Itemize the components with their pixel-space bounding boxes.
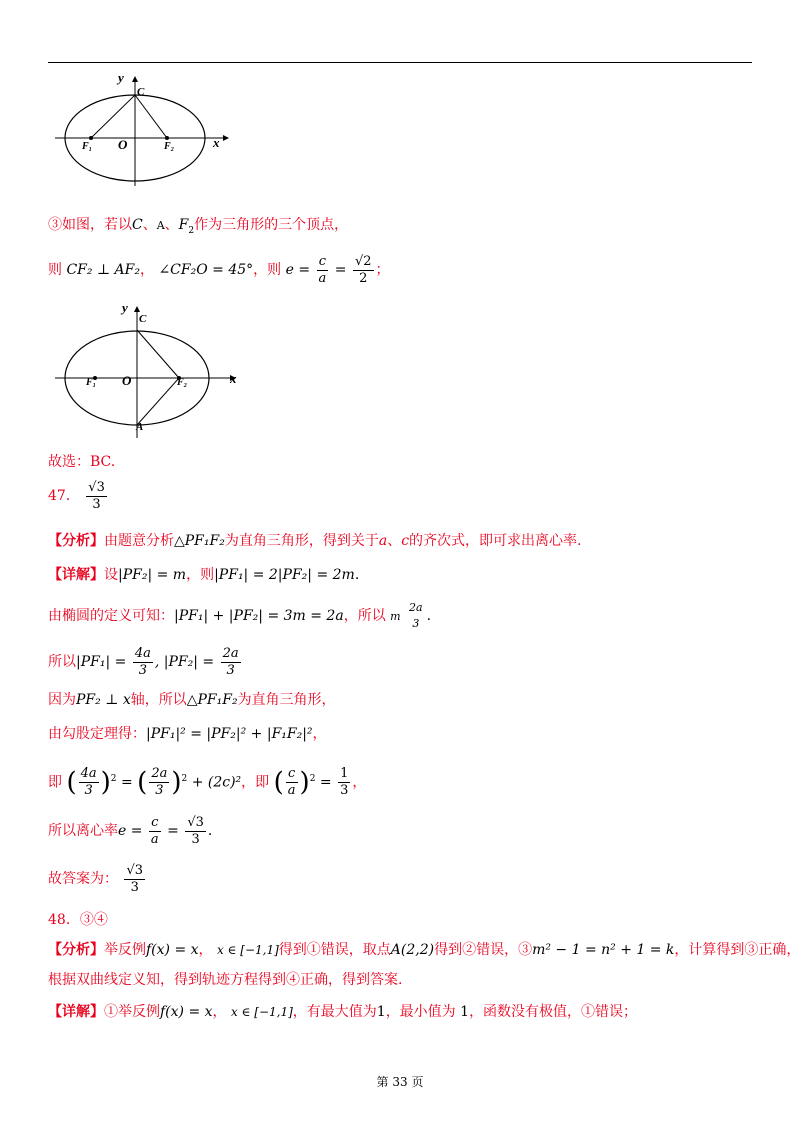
q47-detail <box>48 565 359 585</box>
q48-d-dom: x ∈ [−1,1] <box>230 1005 293 1019</box>
q47-equation: 即 ( $\frac{4a}{3}$ )$^2$ = ( $\frac{2a}{3}$ )$^2$ + (2c)²，即 ( $\frac{c}{a}$ )$^2$ = $\frac{1}{3}$ ， <box>48 766 367 799</box>
q47-so-eq1: |PF₁| = <box>76 654 127 670</box>
q47-ans-den: 3 <box>92 496 101 512</box>
q47-so-1: 所以 <box>48 654 76 670</box>
p3-text1: ③如图，若以 <box>48 217 132 233</box>
q47-because-3: 为直角三角形， <box>237 692 336 708</box>
fig2-label-x: x <box>230 371 237 386</box>
q47-ji-mid: = <box>120 774 133 791</box>
q47-ecc-n1: c <box>149 815 161 832</box>
q47-def-den: 3 <box>412 617 420 630</box>
q48-analysis-line2: 根据双曲线定义知，得到轨迹方程得到④正确，得到答案. <box>48 972 403 988</box>
q48-d-1: ①举反例 <box>104 1004 160 1020</box>
q47-because-tri: △PF₁F₂ <box>186 692 238 708</box>
q47-ji-n2: 2a <box>151 766 168 782</box>
q47-ji-end: ， <box>352 774 367 791</box>
q47-pyth-eq: |PF₁|² = |PF₂|² + |F₁F₂|² <box>146 726 313 742</box>
q47-pyth-1: 由勾股定理得： <box>48 726 146 742</box>
q47-final-den: 3 <box>130 879 139 895</box>
ellipse-figure-2 <box>55 300 250 440</box>
q47-pythagoras <box>48 724 327 744</box>
p3b-then: 则 <box>48 262 62 278</box>
q48-detail-tag: 【详解】 <box>48 1004 104 1020</box>
q48-analysis-tag: 【分析】 <box>48 942 104 958</box>
p3b-den2: 2 <box>359 270 368 286</box>
q47-tri: △PF₁F₂ <box>174 533 225 549</box>
p3b-num2: √2 <box>354 253 372 269</box>
q47-so-den2: 3 <box>226 662 235 678</box>
q47-ecc-e: e = <box>118 823 143 839</box>
fig2-label-o: O <box>122 373 132 388</box>
q47-def-2: ，所以 <box>343 608 386 624</box>
q47-ji-d4: 3 <box>340 783 349 799</box>
q48-a-pt: A(2,2) <box>390 942 435 958</box>
q47-so-lengths <box>48 642 243 682</box>
q47-ans-num: √3 <box>88 479 105 495</box>
p3-c: C <box>132 217 143 233</box>
q47-analysis-1: 由题意分析 <box>104 533 174 549</box>
p3b-eq: = <box>334 262 347 278</box>
q47-def-m: m <box>390 610 401 623</box>
q47-def-1: 由椭圆的定义可知： <box>48 608 174 624</box>
q48-heading: 48．③④ <box>48 912 108 928</box>
q47-def-num: 2a <box>409 601 423 614</box>
p3-a: A <box>156 219 165 232</box>
q48-a-2: 得到①错误，取点 <box>278 942 391 958</box>
q48-d-3: ，最小值为 <box>385 1004 456 1020</box>
fig1-label-c: C <box>137 86 145 98</box>
q47-so-num1: 4a <box>134 645 151 661</box>
q47-ji-plus: + (2c)² <box>191 774 242 791</box>
p3b-then2: ，则 <box>253 262 282 278</box>
q47-detail-eq1: |PF₂| = m <box>118 567 187 583</box>
q48-d-max: 1 <box>376 1004 386 1020</box>
q47-ecc-n2: √3 <box>187 814 204 830</box>
q47-ecc-end: . <box>207 823 213 839</box>
q47-ji-n1: 4a <box>80 766 97 782</box>
q47-def-eq: |PF₁| + |PF₂| = 3m = 2a <box>174 608 344 624</box>
q48-detail <box>48 1002 637 1022</box>
q47-because <box>48 690 336 710</box>
q47-detail-1: 设 <box>104 567 118 583</box>
q47-ji-d2: 3 <box>155 783 164 799</box>
ellipse-figure-1 <box>55 68 240 188</box>
p3-sep2: 、 <box>164 217 179 233</box>
q48-a-comma: ， <box>198 942 213 958</box>
q47-ji-n3: c <box>286 766 298 783</box>
p3-f2: F <box>178 217 189 233</box>
q47-so-num2: 2a <box>222 645 239 661</box>
q47-def-end: . <box>426 608 432 624</box>
q47-detail-end: . <box>354 567 360 583</box>
q48-a-3: 得到②错误，③ <box>434 942 533 958</box>
q47-ecc-1: 所以离心率 <box>48 823 118 839</box>
fig2-label-a: A <box>136 421 144 433</box>
q47-ecc-d2: 3 <box>191 831 200 847</box>
q47-detail-2: ，则 <box>186 567 215 583</box>
q47-so-den1: 3 <box>138 662 147 678</box>
q47-definition <box>48 598 431 635</box>
q47-c: c <box>401 533 410 549</box>
q48-d-comma: ， <box>212 1004 227 1020</box>
page-number: 第 33 页 <box>376 1075 424 1089</box>
q47-because-1: 因为 <box>48 692 76 708</box>
q47-ecc-eq: = <box>167 823 179 839</box>
q48-a-4: ，计算得到③正确， <box>674 942 800 958</box>
fig1-label-f2: F₂ <box>164 141 175 152</box>
fig1-label-y: y <box>118 70 124 85</box>
fig1-label-o: O <box>118 137 128 152</box>
q47-analysis-tag: 【分析】 <box>48 533 104 549</box>
fig2-label-f2: F₂ <box>177 377 188 388</box>
p3b-e: e = <box>285 262 311 278</box>
q47-number: 47． <box>48 488 80 504</box>
q48-d-min: 1 <box>460 1004 470 1020</box>
q47-ji-eq: = <box>319 774 332 791</box>
fig2-label-f1: F₁ <box>86 377 97 388</box>
q47-final-answer <box>48 860 147 898</box>
q47-final-num: √3 <box>126 862 144 878</box>
fig2-label-y: y <box>122 300 128 315</box>
q47-heading <box>48 477 109 515</box>
q47-analysis <box>48 531 582 551</box>
q48-a-1: 举反例 <box>104 942 146 958</box>
q48-a-eq: m² − 1 = n² + 1 = k <box>532 942 675 958</box>
q47-pyth-end: ， <box>312 726 327 742</box>
fig2-label-c: C <box>139 313 147 325</box>
q47-ji-d1: 3 <box>84 783 93 799</box>
q47-a: a <box>378 533 388 549</box>
q48-d-2: ，有最大值为 <box>292 1004 377 1020</box>
q47-because-eq: PF₂ ⊥ x <box>76 692 131 708</box>
p3b-num1: c <box>317 254 329 271</box>
q47-ji-2: ，即 <box>241 774 270 791</box>
p3b-cond2: ∠CF₂O = 45° <box>158 262 254 278</box>
q47-eccentricity <box>48 812 212 850</box>
q47-ji-d3: a <box>287 783 296 799</box>
p3b-den1: a <box>318 270 327 286</box>
paragraph-3-intro: ③如图，若以C、A、$F_2$作为三角形的三个顶点， <box>48 217 349 236</box>
q47-final-1: 故答案为： <box>48 871 118 887</box>
fig1-label-f1: F₁ <box>82 141 93 152</box>
p3b-comma: ， <box>140 262 154 278</box>
q48-a-f: f(x) = x <box>146 942 199 958</box>
q47-ecc-d1: a <box>150 831 159 847</box>
q48-a-dom: x ∈ [−1,1] <box>216 943 279 957</box>
answer-choice: 故选：BC. <box>48 454 116 470</box>
q47-detail-tag: 【详解】 <box>48 567 104 583</box>
q48-d-4: ，函数没有极值，①错误； <box>469 1004 638 1020</box>
q47-analysis-3: 的齐次式，即可求出离心率. <box>409 533 582 549</box>
p3b-end: ； <box>375 262 390 278</box>
q48-analysis <box>48 940 800 960</box>
p3-text2: 作为三角形的三个顶点， <box>194 217 349 233</box>
header-rule <box>48 62 752 63</box>
paragraph-3-conclusion <box>48 252 390 288</box>
fig1-label-x: x <box>213 135 220 150</box>
q48-d-f: f(x) = x <box>160 1004 213 1020</box>
p3b-cond1: CF₂ ⊥ AF₂ <box>66 262 140 278</box>
q47-so-eq2: , |PF₂| = <box>154 654 215 670</box>
q47-detail-eq2: |PF₁| = 2|PF₂| = 2m <box>214 567 355 583</box>
p3-sep1: 、 <box>142 217 157 233</box>
q47-ji-1: 即 <box>48 774 62 791</box>
q47-sep: 、 <box>387 533 402 549</box>
q47-ji-n4: 1 <box>340 766 349 782</box>
q47-because-2: 轴，所以 <box>130 692 187 708</box>
q47-analysis-2: 为直角三角形，得到关于 <box>224 533 379 549</box>
